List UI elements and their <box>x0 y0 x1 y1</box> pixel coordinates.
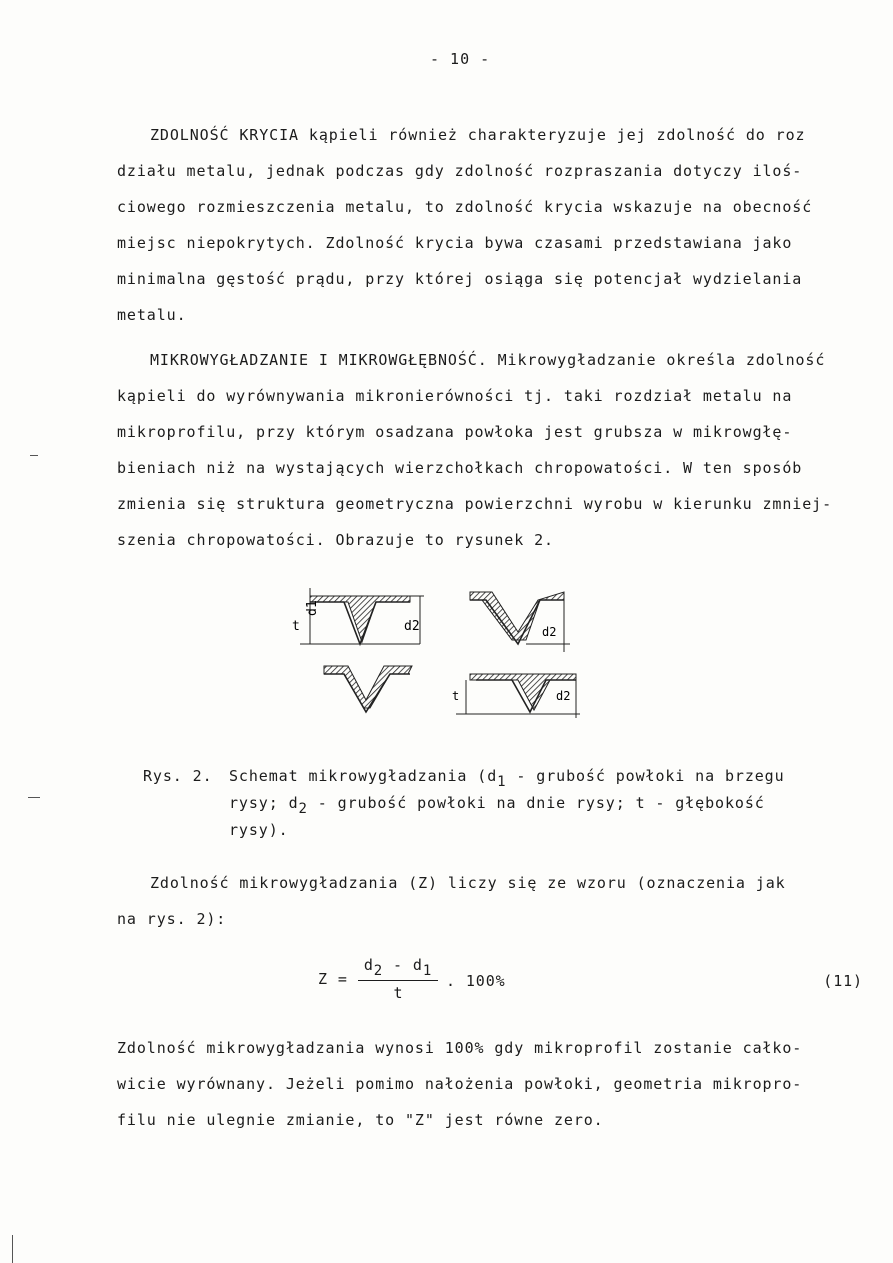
text-line: Zdolność mikrowygładzania wynosi 100% gdy mikroprofil zostanie całko- <box>117 1039 803 1057</box>
paragraph-conclusion <box>117 1030 862 1138</box>
formula-symbol: d <box>412 956 423 974</box>
caption-text-segment: rysy; d <box>229 794 299 812</box>
formula-numerator <box>358 950 438 981</box>
scan-margin-tick <box>30 455 38 456</box>
scan-margin-tick <box>28 797 40 798</box>
text-line: ciowego rozmieszczenia metalu, to zdolność krycia wskazuje na obecność <box>117 198 813 216</box>
caption-subscript: 2 <box>298 801 308 817</box>
text-line: MIKROWYGŁADZANIE I MIKROWGŁĘBNOŚĆ. Mikrowygładzanie określa zdolność <box>150 351 826 369</box>
text-line: miejsc niepokrytych. Zdolność krycia bywa czasami przedstawiana jako <box>117 234 793 252</box>
profile-top-right <box>470 592 570 652</box>
text-line: minimalna gęstość prądu, przy której osiąga się potencjał wydzielania <box>117 270 803 288</box>
formula-denominator: t <box>393 984 403 1002</box>
text-line: szenia chropowatości. Obrazuje to rysunek 2. <box>117 531 554 549</box>
text-line: bieniach niż na wystających wierzchołkach chropowatości. W ten sposób <box>117 459 803 477</box>
figure-label-d2: d2 <box>542 625 557 639</box>
text-line: zmienia się struktura geometryczna powierzchni wyrobu w kierunku zmniej- <box>117 495 833 513</box>
formula-lhs: Z = <box>318 970 348 988</box>
text-line: działu metalu, jednak podczas gdy zdolność rozpraszania dotyczy iloś- <box>117 162 803 180</box>
scan-margin-line <box>12 1235 13 1263</box>
paragraph-formula-intro <box>117 865 862 937</box>
paragraph-mikrowygladzanie <box>117 342 862 558</box>
formula-subscript: 1 <box>422 963 433 979</box>
text-line: metalu. <box>117 306 187 324</box>
page-number: - 10 - <box>430 50 491 68</box>
paragraph-zdolnosc-krycia <box>117 117 862 333</box>
formula-11 <box>318 950 863 1020</box>
caption-text-segment: - grubość powłoki na dnie rysy; t - głębokość <box>307 794 765 812</box>
figure-label-d2: d2 <box>556 689 571 703</box>
formula-symbol: d <box>363 956 374 974</box>
caption-line: rysy). <box>229 821 289 839</box>
text-line: ZDOLNOŚĆ KRYCIA kąpieli również charakteryzuje jej zdolność do roz <box>150 126 806 144</box>
formula-subscript: 2 <box>373 963 384 979</box>
profile-bottom-left <box>324 666 412 712</box>
text-line: mikroprofilu, przy którym osadzana powłoka jest grubsza w mikrowgłę- <box>117 423 793 441</box>
equation-number: (11) <box>823 972 863 990</box>
text-line: wicie wyrównany. Jeżeli pomimo nałożenia powłoki, geometria mikropro- <box>117 1075 803 1093</box>
microsmoothing-figure <box>280 582 590 722</box>
figure-label-d1: d1 <box>305 600 320 616</box>
caption-line <box>143 790 863 817</box>
text-line: Zdolność mikrowygładzania (Z) liczy się ze wzoru (oznaczenia jak <box>150 874 786 892</box>
figure-label-d2: d2 <box>404 619 420 634</box>
text-line: filu nie ulegnie zmianie, to "Z" jest równe zero. <box>117 1111 604 1129</box>
formula-operator: - <box>383 956 413 974</box>
figure-label-t: t <box>292 619 300 634</box>
formula-fraction <box>358 950 438 1005</box>
text-line: na rys. 2): <box>117 910 227 928</box>
formula-multiplier: . 100% <box>446 972 506 990</box>
caption-label: Rys. 2. <box>143 767 213 785</box>
caption-text-segment: Schemat mikrowygładzania (d <box>229 767 498 785</box>
caption-text <box>229 767 785 790</box>
figure-label-t: t <box>452 689 460 703</box>
text-line: kąpieli do wyrównywania mikronierówności tj. taki rozdział metalu na <box>117 387 793 405</box>
figure-caption <box>143 763 863 844</box>
caption-text-segment: - grubość powłoki na brzegu <box>506 767 785 785</box>
caption-subscript: 1 <box>497 774 507 790</box>
